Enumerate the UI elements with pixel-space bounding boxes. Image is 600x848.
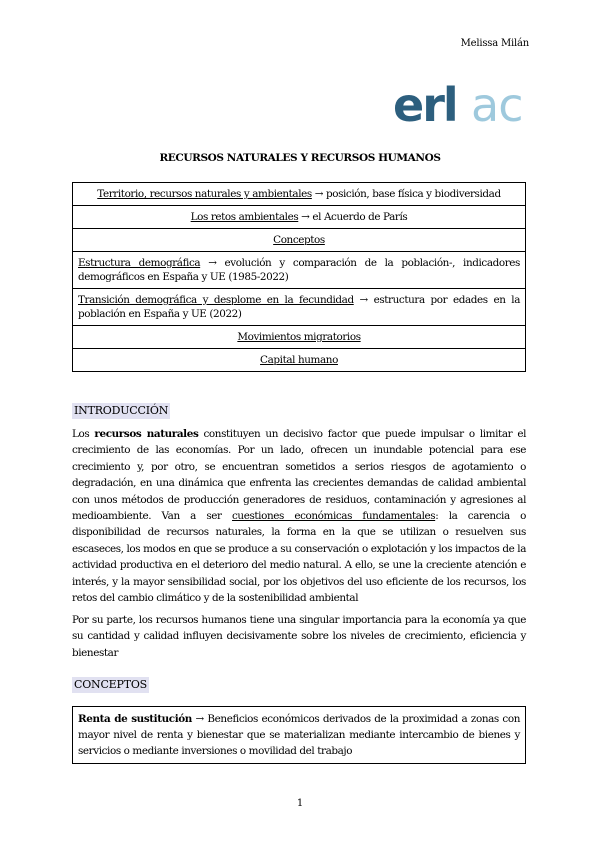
topic-link[interactable]: Territorio, recursos naturales y ambientales (97, 188, 312, 200)
topic-link[interactable]: Conceptos (273, 234, 325, 246)
concept-box (72, 706, 526, 764)
intro-link[interactable]: cuestiones económicas fundamentales (232, 510, 436, 523)
topic-cell (73, 326, 526, 349)
topic-row (73, 289, 526, 326)
erlac-logo (393, 79, 523, 129)
intro-text-a: Los (72, 428, 95, 440)
topic-description: → posición, base física y biodiversidad (311, 188, 501, 200)
topic-row (73, 349, 526, 372)
topic-cell (73, 252, 526, 289)
topic-link[interactable]: Transición demográfica y desplome en la fecundidad (78, 294, 354, 306)
concept-term: Renta de sustitución (78, 713, 192, 725)
topic-cell (73, 206, 526, 229)
topic-cell (73, 349, 526, 372)
topic-row (73, 183, 526, 206)
topic-link[interactable]: Estructura demográfica (78, 257, 201, 269)
erlac-logo-icon (393, 79, 523, 129)
logo-text-light: ac (471, 79, 523, 129)
author-name: Melissa Milán (460, 38, 529, 49)
topic-description: → el Acuerdo de París (298, 211, 408, 223)
intro-text-c: : la carencia o disponibilidad de recursos naturales, la forma en la que se utilizan o resuelven sus escaseces, los modos en que se produce a su conservación o explotación y los impactos de la actividad productiva en el deterioro del medio natural. A ello, se une la creciente atención e interés, y la mayor sensibilidad social, por los objetivos del uso eficiente de los recursos, los retos del cambio climático y de la sostenibilidad ambiental (72, 510, 527, 605)
topic-link[interactable]: Los retos ambientales (190, 211, 299, 223)
logo-text-dark: erl (393, 79, 457, 129)
page-number: 1 (296, 798, 304, 809)
intro-paragraph-1 (72, 426, 526, 606)
topic-row (73, 252, 526, 289)
topic-link[interactable]: Movimientos migratorios (237, 331, 361, 343)
topic-row (73, 326, 526, 349)
intro-bold-term: recursos naturales (94, 428, 199, 440)
concept-definition: → Beneficios económicos derivados de la proximidad a zonas con mayor nivel de renta y bienestar que se materializan mediante intercambio de bienes y servicios o mediante inversiones o movilidad del trabajo (78, 713, 520, 757)
topic-description: → evolución y comparación de la población-, indicadores demográficos en España y UE (1985-2022) (78, 257, 520, 283)
intro-text-b: constituyen un decisivo factor que puede impulsar o limitar el crecimiento de las economías. Por un lado, ofrecen un inundable potencial para ese crecimiento y, por otro, se encuentran sometidos a serios riesgos de agotamiento o degradación, en una dinámica que enfrenta las crecientes demandas de calidad ambiental con unos métodos de producción generadores de residuos, contaminación y agresiones al medioambiente. Van a ser (72, 428, 526, 523)
topic-row (73, 229, 526, 252)
intro-heading: INTRODUCCIÓN (74, 404, 169, 417)
topic-row (73, 206, 526, 229)
topic-link[interactable]: Capital humano (260, 354, 338, 366)
concepts-heading: CONCEPTOS (74, 678, 147, 691)
topic-cell (73, 183, 526, 206)
topic-description: → estructura por edades en la población en España y UE (2022) (78, 294, 520, 320)
topics-table (72, 182, 526, 372)
topic-cell (73, 289, 526, 326)
document-title: RECURSOS NATURALES Y RECURSOS HUMANOS (159, 152, 441, 164)
intro-paragraph-2: Por su parte, los recursos humanos tiene una singular importancia para la economía ya que su cantidad y calidad influyen decisivamente sobre los niveles de crecimiento, eficiencia y bienestar (72, 614, 526, 659)
topic-cell (73, 229, 526, 252)
